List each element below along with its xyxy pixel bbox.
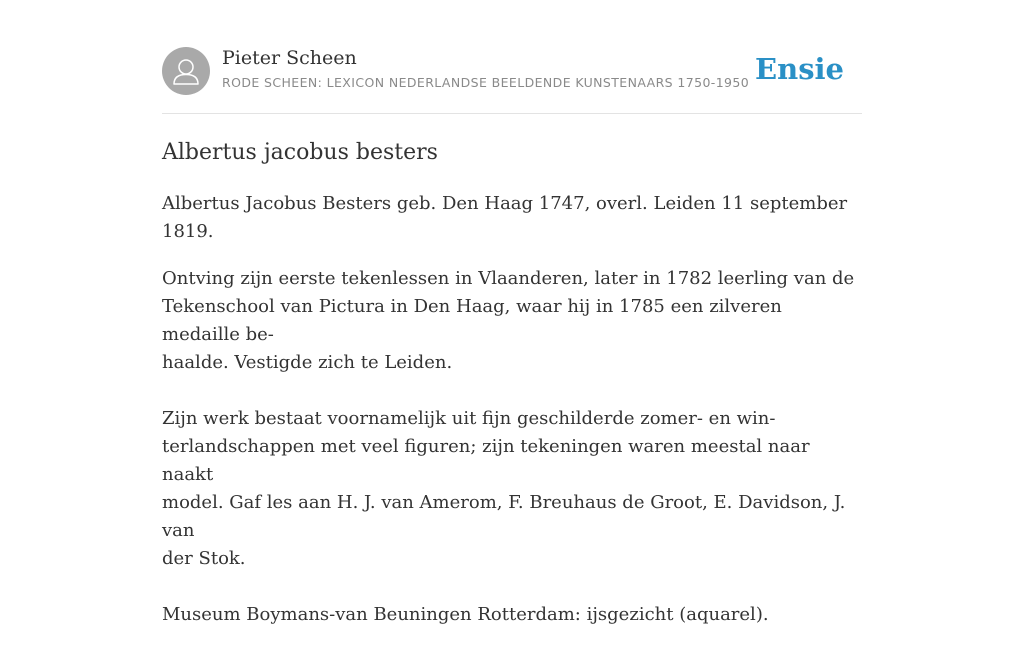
header xyxy=(162,0,862,114)
intro-paragraph xyxy=(162,190,862,246)
paragraph-line: Zijn werk bestaat voornamelijk uit fijn geschilderde zomer- en win- xyxy=(162,408,776,429)
source-title[interactable]: RODE SCHEEN: LEXICON NEDERLANDSE BEELDENDE KUNSTENAARS 1750-1950 xyxy=(222,75,750,90)
author-name[interactable]: Pieter Scheen xyxy=(222,47,357,69)
paragraph-line: haalde. Vestigde zich te Leiden. xyxy=(162,352,453,373)
paragraph-line: model. Gaf les aan H. J. van Amerom, F. Breuhaus de Groot, E. Davidson, J. van xyxy=(162,492,846,541)
paragraph-line: Ontving zijn eerste tekenlessen in Vlaanderen, later in 1782 leerling van de xyxy=(162,268,855,289)
paragraph-line: Tekenschool van Pictura in Den Haag, waar hij in 1785 een zilveren medaille be- xyxy=(162,296,782,345)
paragraph-line: der Stok. xyxy=(162,548,246,569)
paragraph-line: terlandschappen met veel figuren; zijn tekeningen waren meestal naar naakt xyxy=(162,436,810,485)
article-body xyxy=(162,190,862,648)
paragraph-line: Museum Boymans-van Beuningen Rotterdam: ijsgezicht (aquarel). xyxy=(162,604,769,625)
paragraph-training xyxy=(162,265,862,629)
author-avatar[interactable] xyxy=(162,47,210,95)
article-title: Albertus jacobus besters xyxy=(162,140,438,165)
content xyxy=(162,0,862,625)
intro-line: Albertus Jacobus Besters geb. Den Haag 1747, overl. Leiden 11 september 1819. xyxy=(162,193,848,242)
user-icon xyxy=(162,47,210,95)
brand-logo[interactable]: Ensie xyxy=(755,52,844,86)
